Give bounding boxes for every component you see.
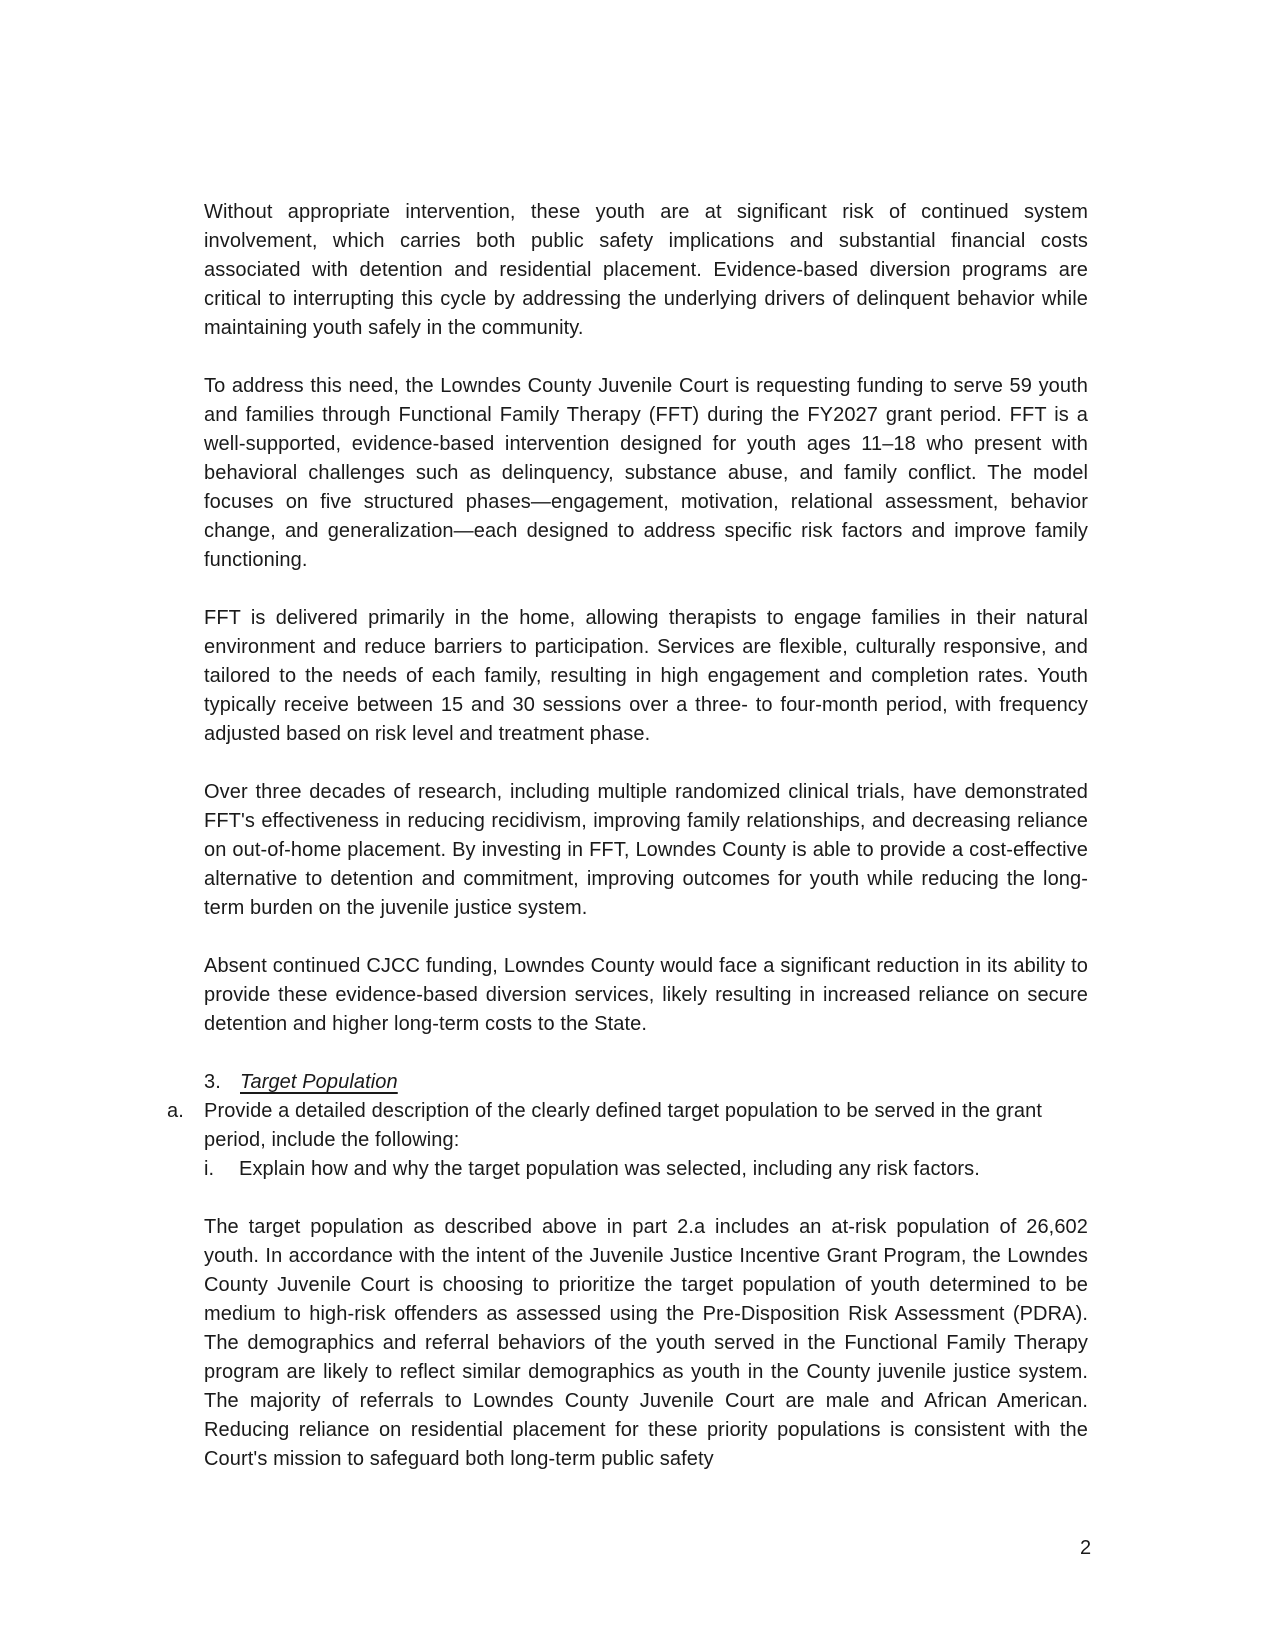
paragraph-fft-delivery: FFT is delivered primarily in the home, allowing therapists to engage families in their natural environment and reduce barriers to participation. Services are flexible, culturally responsive, and tailored to the needs of each family, resulting in high engagement and completion rates. Youth typically receive between 15 and 30 sessions over a three- to four-month period, with frequency adjusted based on risk level and treatment phase. [204, 607, 1088, 745]
document-body [167, 198, 1088, 1474]
section-number: 3. [204, 1071, 221, 1093]
list-item-a-marker: a. [167, 1100, 184, 1122]
page-number: 2 [1080, 1537, 1092, 1559]
paragraph-target-population: The target population as described above in part 2.a includes an at-risk population of 26,602 youth. In accordance with the intent of the Juvenile Justice Incentive Grant Program, the Lowndes County Juvenile Court is choosing to prioritize the target population of youth determined to be medium to high-risk offenders as assessed using the Pre-Disposition Risk Assessment (PDRA). The demographics and referral behaviors of the youth served in the Functional Family Therapy program are likely to reflect similar demographics as youth in the County juvenile justice system. The majority of referrals to Lowndes County Juvenile Court are male and African American. Reducing reliance on residential placement for these priority populations is consistent with the Court's mission to safeguard both long-term public safety [204, 1216, 1088, 1470]
list-item-a [167, 1097, 1088, 1155]
paragraph-funding-request: To address this need, the Lowndes County Juvenile Court is requesting funding to serve 59 youth and families through Functional Family Therapy (FFT) during the FY2027 grant period. FFT is a well-supported, evidence-based intervention designed for youth ages 11–18 who present with behavioral challenges such as delinquency, substance abuse, and family conflict. The model focuses on five structured phases—engagement, motivation, relational assessment, behavior change, and generalization—each designed to address specific risk factors and improve family functioning. [204, 375, 1088, 571]
list-item-a-text: Provide a detailed description of the clearly defined target population to be served in the grant period, include the following: [204, 1100, 1043, 1151]
list-item-i-text: Explain how and why the target population was selected, including any risk factors. [239, 1158, 980, 1180]
list-item-i [167, 1155, 1088, 1184]
paragraph-intervention-risk: Without appropriate intervention, these youth are at significant risk of continued system involvement, which carries both public safety implications and substantial financial costs associated with detention and residential placement. Evidence-based diversion programs are critical to interrupting this cycle by addressing the underlying drivers of delinquent behavior while maintaining youth safely in the community. [204, 201, 1088, 339]
list-item-i-marker: i. [204, 1158, 215, 1180]
section-title: Target Population [240, 1071, 398, 1093]
paragraph-research-evidence: Over three decades of research, including multiple randomized clinical trials, have demonstrated FFT's effectiveness in reducing recidivism, improving family relationships, and decreasing reliance on out-of-home placement. By investing in FFT, Lowndes County is able to provide a cost-effective alternative to detention and commitment, improving outcomes for youth while reducing the long-term burden on the juvenile justice system. [204, 781, 1088, 919]
section-heading [167, 1068, 1088, 1097]
paragraph-absent-funding: Absent continued CJCC funding, Lowndes County would face a significant reduction in its ability to provide these evidence-based diversion services, likely resulting in increased reliance on secure detention and higher long-term costs to the State. [204, 955, 1088, 1035]
